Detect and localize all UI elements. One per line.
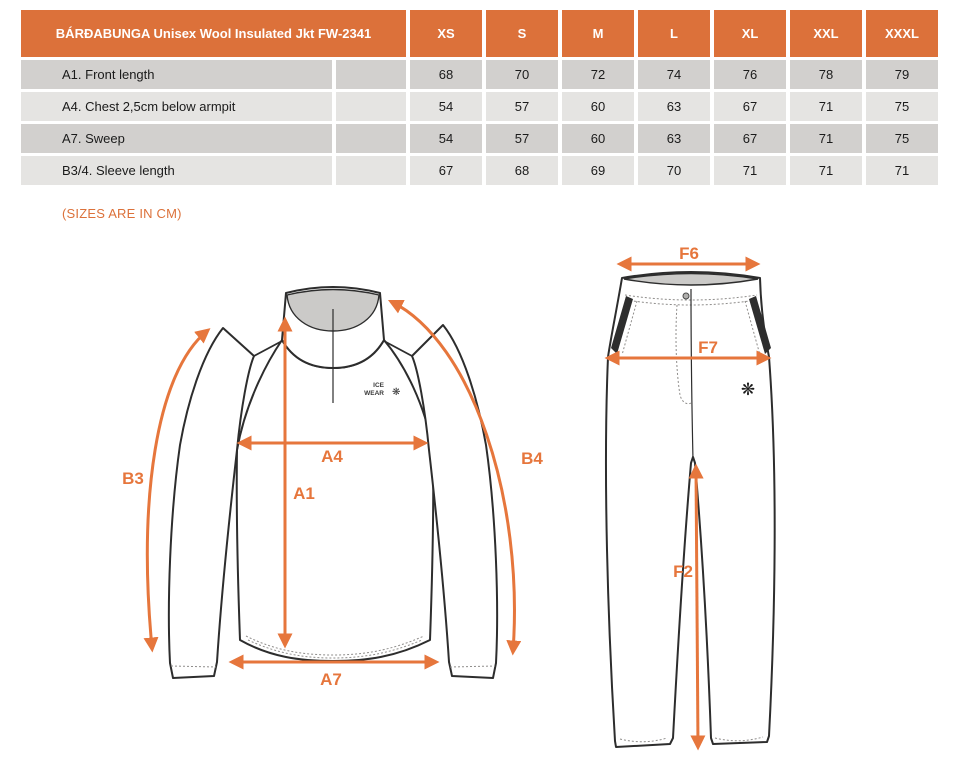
arrow-f2-inseam: [696, 468, 698, 746]
value-cell: 76: [714, 60, 786, 89]
size-col-header-xxxl: XXXL: [866, 10, 938, 57]
size-col-header-l: L: [638, 10, 710, 57]
value-cell: 54: [410, 92, 482, 121]
label-f6: F6: [679, 245, 699, 263]
value-cell: 75: [866, 124, 938, 153]
label-b4: B4: [521, 449, 543, 468]
product-title-header: BÁRÐABUNGA Unisex Wool Insulated Jkt FW-2341: [21, 10, 406, 57]
value-cell: 78: [790, 60, 862, 89]
value-cell: 74: [638, 60, 710, 89]
value-cell: 71: [714, 156, 786, 185]
logo-text-wear: WEAR: [364, 390, 384, 397]
value-cell: 71: [790, 156, 862, 185]
size-chart-table: [21, 10, 938, 185]
size-col-header-s: S: [486, 10, 558, 57]
value-cell: 54: [410, 124, 482, 153]
size-col-header-xs: XS: [410, 10, 482, 57]
value-cell: 57: [486, 124, 558, 153]
snowflake-icon: ❋: [392, 387, 401, 398]
value-cell: 67: [410, 156, 482, 185]
sizes-in-cm-note: (SIZES ARE IN CM): [62, 206, 182, 221]
value-cell: 71: [790, 124, 862, 153]
value-cell: 67: [714, 124, 786, 153]
value-cell: 79: [866, 60, 938, 89]
value-cell: 70: [486, 60, 558, 89]
row-label-chest: A4. Chest 2,5cm below armpit: [21, 92, 332, 121]
jacket-measurement-diagram: [100, 245, 570, 700]
value-cell: 69: [562, 156, 634, 185]
value-cell: 72: [562, 60, 634, 89]
label-a1: A1: [293, 484, 315, 503]
row-spacer-cell: [336, 92, 406, 121]
value-cell: 63: [638, 92, 710, 121]
value-cell: 67: [714, 92, 786, 121]
value-cell: 60: [562, 124, 634, 153]
value-cell: 57: [486, 92, 558, 121]
size-col-header-m: M: [562, 10, 634, 57]
jacket-cuff-stitch: [171, 666, 495, 667]
value-cell: 60: [562, 92, 634, 121]
logo-text-ice: ICE: [373, 382, 384, 389]
row-label-front-length: A1. Front length: [21, 60, 332, 89]
label-a7: A7: [320, 670, 342, 689]
label-f2: F2: [673, 562, 693, 581]
label-b3: B3: [122, 469, 144, 488]
value-cell: 70: [638, 156, 710, 185]
jacket-body-outline: [237, 340, 434, 661]
size-col-header-xl: XL: [714, 10, 786, 57]
value-cell: 75: [866, 92, 938, 121]
value-cell: 71: [866, 156, 938, 185]
value-cell: 63: [638, 124, 710, 153]
value-cell: 68: [410, 60, 482, 89]
pants-waist-button: [683, 293, 689, 299]
row-spacer-cell: [336, 124, 406, 153]
row-spacer-cell: [336, 60, 406, 89]
pants-outline: [606, 272, 775, 747]
row-spacer-cell: [336, 156, 406, 185]
label-a4: A4: [321, 447, 343, 466]
label-f7: F7: [698, 338, 718, 357]
value-cell: 71: [790, 92, 862, 121]
row-label-sleeve-length: B3/4. Sleeve length: [21, 156, 332, 185]
value-cell: 68: [486, 156, 558, 185]
row-label-sweep: A7. Sweep: [21, 124, 332, 153]
size-col-header-xxl: XXL: [790, 10, 862, 57]
snowflake-icon: ❋: [740, 380, 756, 399]
pants-measurement-diagram: [575, 245, 835, 755]
